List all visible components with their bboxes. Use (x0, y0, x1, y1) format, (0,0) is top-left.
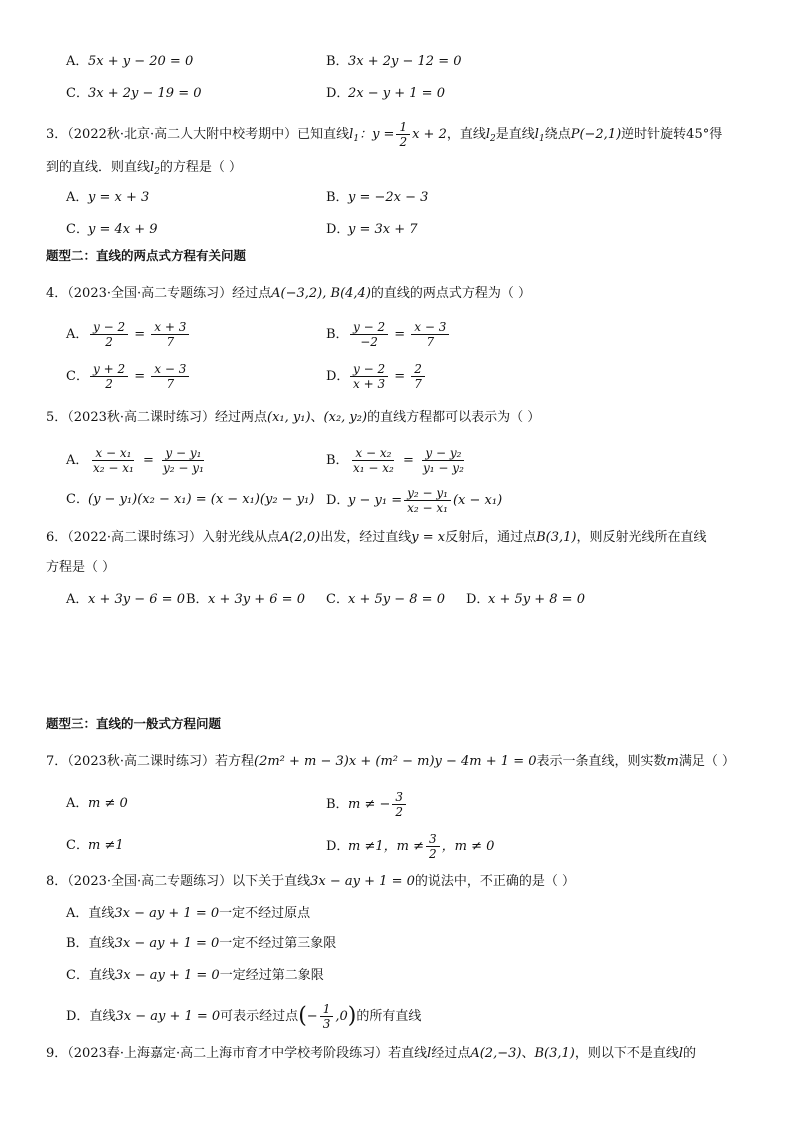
section-heading-2: 题型二：直线的两点式方程有关问题 (46, 248, 247, 263)
q3-option-b[interactable]: B．y = −2x − 3 (326, 190, 429, 205)
q7-option-b[interactable]: B．m ≠ − $\frac{3}{2}$ (326, 790, 408, 819)
q9-stem: 9．（2023春·上海嘉定·高二上海市育才中学校考阶段练习）若直线l经过点A(2,−3)、B(3,1)，则以下不是直线l的 (46, 1046, 697, 1061)
q2-option-a[interactable]: A．5x + y − 20 = 0 (66, 54, 194, 69)
section-heading-3: 题型三：直线的一般式方程问题 (46, 716, 222, 731)
q6-option-d[interactable]: D．x + 5y + 8 = 0 (466, 592, 585, 607)
q3-fraction: $\frac{1}{2}$ (396, 120, 410, 149)
q8-option-b[interactable]: B．直线3x − ay + 1 = 0一定不经过第三象限 (66, 936, 337, 951)
q3-option-a[interactable]: A．y = x + 3 (66, 190, 150, 205)
q2-option-c[interactable]: C．3x + 2y − 19 = 0 (66, 86, 202, 101)
q5-option-a[interactable]: A． $\frac{\text{x − x₁}}{\text{x₂ − x₁}}$ = $\frac{\text{y − y₁}}{\text{y₂ − y₁}}$ (66, 446, 204, 475)
q7-option-a[interactable]: A．m ≠ 0 (66, 796, 128, 811)
q6-option-c[interactable]: C．x + 5y − 8 = 0 (326, 592, 445, 607)
q4-option-c[interactable]: C． $\frac{y + 2}{2}$ = $\frac{x - 3}{7}$ (66, 362, 191, 391)
q7-option-c[interactable]: C．m ≠1 (66, 838, 124, 853)
q4-stem: 4．（2023·全国·高二专题练习）经过点A(−3,2), B(4,4)的直线的两点式方程为（ ） (46, 286, 532, 301)
q5-option-b[interactable]: B． $\frac{\text{x − x₂}}{\text{x₁ − x₂}}$ = $\frac{\text{y − y₂}}{\text{y₁ − y₂}}$ (326, 446, 464, 475)
q2-option-d[interactable]: D．2x − y + 1 = 0 (326, 86, 445, 101)
q4-option-d[interactable]: D． $\frac{y - 2}{x + 3}$ = $\frac{2}{7}$ (326, 362, 427, 391)
q4-option-b[interactable]: B． $\frac{y - 2}{-2}$ = $\frac{x - 3}{7}$ (326, 320, 451, 349)
q8-stem: 8．（2023·全国·高二专题练习）以下关于直线3x − ay + 1 = 0的说法中，不正确的是（ ） (46, 874, 576, 889)
q6-stem-line2: 方程是（ ） (46, 560, 116, 575)
q5-option-c[interactable]: C．(y − y₁)(x₂ − x₁) = (x − x₁)(y₂ − y₁) (66, 492, 315, 507)
q6-option-a[interactable]: A．x + 3y − 6 = 0 (66, 592, 185, 607)
q6-stem: 6．（2022·高二课时练习）入射光线从点A(2,0)出发，经过直线y = x反射后，通过点B(3,1)，则反射光线所在直线 (46, 530, 707, 545)
q5-stem: 5．（2023秋·高二课时练习）经过两点(x₁, y₁)、(x₂, y₂)的直线方程都可以表示为（ ） (46, 410, 541, 425)
q3-option-d[interactable]: D．y = 3x + 7 (326, 222, 418, 237)
q3-stem-line2: 到的直线．则直线$l_2$的方程是（ ） (46, 160, 243, 177)
q3-stem: 3．（2022秋·北京·高二人大附中校考期中）已知直线$l_1$：y = $\frac{1}{2}$ x + 2，直线$l_2$是直线$l_1$绕点P(−2,1)逆时针旋转45°得 (46, 120, 723, 149)
q7-stem: 7．（2023秋·高二课时练习）若方程(2m² + m − 3)x + (m² − m)y − 4m + 1 = 0表示一条直线，则实数m满足（ ） (46, 754, 735, 769)
q8-option-d[interactable]: D．直线3x − ay + 1 = 0可表示经过点(− $\frac{1}{3}$ ,0)的所有直线 (66, 1002, 422, 1031)
q5-option-d[interactable]: D．y − y₁ = $\frac{\text{y₂ − y₁}}{\text{x₂ − x₁}}$ (x − x₁) (326, 486, 503, 515)
q3-option-c[interactable]: C．y = 4x + 9 (66, 222, 158, 237)
q8-option-c[interactable]: C．直线3x − ay + 1 = 0一定经过第二象限 (66, 968, 324, 983)
q4-option-a[interactable]: A． $\frac{y - 2}{2}$ = $\frac{x + 3}{7}$ (66, 320, 191, 349)
q7-option-d[interactable]: D．m ≠1，m ≠ $\frac{3}{2}$ ，m ≠ 0 (326, 832, 495, 861)
q6-option-b[interactable]: B．x + 3y + 6 = 0 (186, 592, 305, 607)
q8-option-a[interactable]: A．直线3x − ay + 1 = 0一定不经过原点 (66, 906, 311, 921)
q2-option-b[interactable]: B．3x + 2y − 12 = 0 (326, 54, 462, 69)
